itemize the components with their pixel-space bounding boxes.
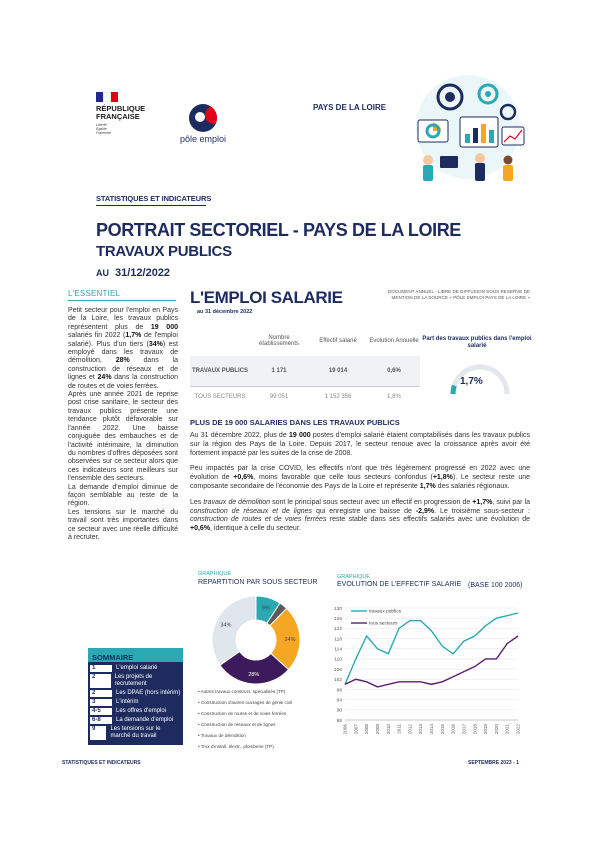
pole-emploi-logo: [168, 104, 238, 144]
y-tick-label: 86: [336, 718, 342, 724]
emploi-title: L'EMPLOI SALARIE: [190, 288, 343, 307]
essentiel-heading: L'ESSENTIEL: [68, 289, 121, 298]
report-date: AU 31/12/2022: [96, 267, 171, 279]
section-heading: PLUS DE 19 000 SALARIES DANS LES TRAVAUX PUBLICS: [190, 418, 400, 427]
region-tag: PAYS DE LA LOIRE: [313, 103, 387, 112]
line-graph-tag: GRAPHIQUE: [337, 574, 371, 580]
pole-emploi-mark-icon: [189, 104, 217, 132]
pie-slice-label: 28%: [248, 671, 260, 678]
y-tick-label: 122: [333, 627, 342, 633]
y-tick-label: 98: [336, 688, 342, 694]
legend-item: • Construction de réseaux et de lignes: [198, 722, 276, 727]
y-tick-label: 126: [333, 616, 342, 622]
legend-item: • Travaux de démolition: [198, 733, 246, 738]
y-tick-label: 118: [334, 637, 342, 643]
legend-label: tous secteurs: [369, 621, 398, 627]
x-tick-label: 2008: [364, 724, 370, 735]
x-tick-label: 2012: [407, 724, 413, 735]
sub-title: TRAVAUX PUBLICS: [96, 243, 232, 260]
pole-emploi-name: pôle emploi: [179, 134, 227, 144]
x-tick-label: 2009: [374, 724, 380, 735]
y-tick-label: 110: [334, 657, 342, 663]
table-row: TRAVAUX PUBLICS 1 171 19 014 0,6%: [190, 356, 420, 386]
sommaire-title: SOMMAIRE: [88, 648, 183, 662]
legend-label: travaux publics: [369, 609, 401, 615]
line-chart-title: EVOLUTION DE L'EFFECTIF SALARIE: [337, 581, 462, 588]
sommaire-item: [88, 689, 183, 698]
flag-icon: [96, 92, 118, 102]
x-tick-label: 2020: [493, 724, 499, 735]
x-tick-label: 2019: [483, 724, 489, 735]
sommaire-item-number: 9: [90, 726, 106, 740]
sommaire-item: [88, 698, 183, 707]
sommaire-item-number: 1: [90, 665, 112, 672]
x-tick-label: 2007: [353, 724, 359, 735]
section-body: Au 31 décembre 2022, plus de 19 000 postes d'emploi salarié étaient comptabilisés dans les travaux publics sur la région des Pays de la Loire. Depuis 2017, le secteur renoue avec la croissance après avoir été fortement impacté par les suites de la crise de 2008. Peu impactés par la crise COVID, les effectifs n'ont que très légèrement progressé en 2022 avec une évolution de +0,6%, moins favorable que celle tous secteurs confondus (+1,8%). Le secteur reste une composante secondaire de l'économie des Pays de la Loire et représente 1,7% des salariés régionaux. Les travaux de démolition sont le principal sous secteur avec un effectif en progression de +1,7%, suivi par la construction de réseaux et de lignes qui enregistre une baisse de -2,9%. Le troisième sous-secteur : construction de routes et de voies ferrées reste stable dans ses effectifs salariés avec une évolution de +0,6%, identique à celle du secteur.: [190, 432, 530, 533]
footer-left: STATISTIQUES ET INDICATEURS: [62, 760, 141, 766]
sommaire-item-label: L'intérim: [116, 699, 139, 705]
y-tick-label: 106: [333, 667, 342, 673]
part-value: 1,7%: [460, 376, 483, 387]
sommaire-item-number: 2: [90, 674, 111, 688]
sommaire-box: [88, 648, 183, 745]
pie-legend: [198, 686, 328, 752]
table-row: TOUS SECTEURS 99 051 1 152 356 1,8%: [194, 394, 401, 400]
legend-item: • Autres travaux construct. spécialisés (TP): [198, 689, 286, 694]
legend-item: • Trvx d'install. électr., plomberie (TP): [198, 744, 274, 749]
sommaire-item: [88, 716, 183, 725]
footer-right: SEPTEMBRE 2023 - 1: [468, 760, 519, 766]
pie-chart-title: REPARTITION PAR SOUS SECTEUR: [198, 579, 318, 586]
x-tick-label: 2014: [429, 724, 434, 735]
sommaire-item-label: Les DPAE (hors intérim): [116, 690, 181, 696]
pie-chart: [198, 592, 313, 692]
sommaire-list: [88, 662, 183, 745]
pie-graph-tag: GRAPHIQUE: [198, 571, 232, 577]
y-tick-label: 114: [334, 647, 342, 653]
x-tick-label: 2017: [461, 724, 467, 735]
y-tick-label: 90: [336, 708, 342, 714]
sommaire-item-label: L'emploi salarié: [116, 665, 158, 671]
pie-slice-label: 24%: [284, 636, 296, 643]
stats-divider: [96, 205, 206, 206]
x-tick-label: 2010: [385, 724, 391, 735]
line-chart: [330, 592, 525, 742]
essentiel-divider: [68, 300, 176, 301]
sommaire-item: [88, 664, 183, 673]
x-tick-label: 2015: [439, 724, 445, 735]
emploi-table: [190, 330, 420, 407]
x-tick-label: 2013: [418, 724, 424, 735]
republique-francaise-logo: RÉPUBLIQUE FRANÇAISE Liberté Égalité Fraternité: [96, 92, 166, 135]
main-title: PORTRAIT SECTORIEL - PAYS DE LA LOIRE: [96, 220, 461, 240]
sommaire-item: [88, 725, 183, 741]
x-tick-label: 2018: [472, 724, 478, 735]
pie-slice: [212, 596, 256, 665]
y-tick-label: 102: [333, 678, 342, 684]
sommaire-item-number: 4-5: [90, 708, 112, 715]
sommaire-item: [88, 673, 183, 689]
table-header: Nombre établissements Effectif salarié Evolution Annuelle: [258, 335, 419, 347]
sommaire-item-label: Les projets de recrutement: [114, 674, 153, 687]
sommaire-item: [88, 707, 183, 716]
legend-item: • Construction d'autres ouvrages de génie civil: [198, 700, 293, 705]
sommaire-item-label: Les offres d'emploi: [116, 708, 167, 714]
x-tick-label: 2006: [342, 724, 348, 735]
y-tick-label: 94: [336, 698, 342, 704]
legend-item: • Construction de routes et de voies ferrées: [198, 711, 287, 716]
part-label: Part des travaux publics dans l'emploi salarié: [422, 336, 532, 349]
stats-label: STATISTIQUES ET INDICATEURS: [96, 194, 212, 203]
y-tick-label: 130: [333, 606, 342, 612]
emploi-date: au 31 décembre 2022: [197, 309, 253, 315]
sommaire-item-label: Les tensions sur le marché du travail: [110, 726, 161, 739]
document-note: DOCUMENT ANNUEL - LIBRE DE DIFFUSION SOUS RESERVE DE MENTION DE LA SOURCE « PÔLE EMPLOI PAYS DE LA LOIRE »: [387, 289, 530, 300]
base-note: (BASE 100 2006): [468, 582, 523, 589]
pie-slice-label: 9%: [261, 605, 270, 612]
x-tick-label: 2011: [396, 724, 402, 734]
pie-slice-label: 34%: [220, 622, 232, 629]
sommaire-item-label: La demande d'emploi: [116, 717, 174, 723]
x-tick-label: 2016: [450, 724, 456, 735]
essentiel-text: Petit secteur pour l'emploi en Pays de la Loire, les travaux publics représentent plus de 19 000 salariés fin 2022 (1,7% de l'emploi salarié). Plus d'un tiers (34%) est employé dans les travaux de démolition, 28% dans la construction de réseaux et de lignes et 24% dans la construction de routes et de voies ferrées. Après une année 2021 de reprise post crise sanitaire, le secteur des travaux publics présente une tendance plutôt défavorable sur l'année 2022. Une baisse conjuguée des embauches et de l'activité intérimaire, la diminution du nombres d'offres déposées sont observées sur ce secteur alors que ces indicateurs sont meilleurs sur l'ensemble des secteurs. La demande d'emploi diminue de façon semblable au reste de la région. Les tensions sur le marché du travail sont très importantes dans ce secteur avec une réelle difficulté à recruter.: [68, 307, 178, 541]
sommaire-item-number: 3: [90, 699, 112, 706]
x-tick-label: 2021: [504, 724, 510, 735]
part-gauge-fill: [453, 385, 454, 394]
x-tick-label: 2022: [515, 724, 521, 735]
sommaire-item-number: 2: [90, 690, 112, 697]
sommaire-item-number: 6-8: [90, 717, 112, 724]
header-illustration-icon: [400, 72, 530, 187]
